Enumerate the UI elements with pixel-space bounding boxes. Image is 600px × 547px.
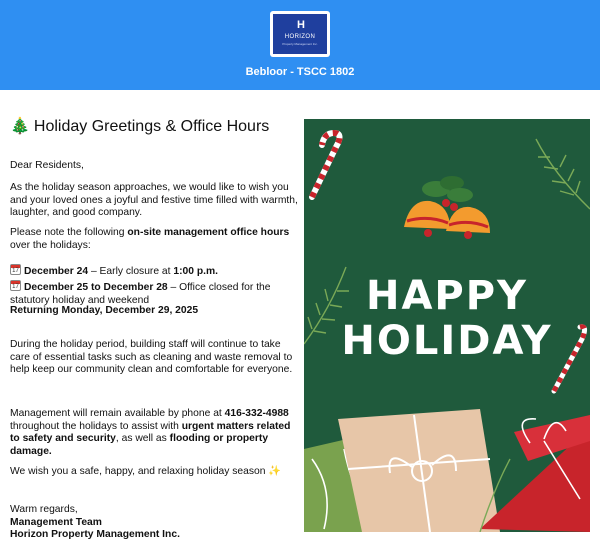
christmas-tree-icon: 🎄 <box>10 118 30 135</box>
email-heading <box>10 116 269 136</box>
item-time: 1:00 p.m. <box>173 266 219 277</box>
team-name: Management Team <box>10 516 102 528</box>
schedule-item-dec25 <box>10 280 298 307</box>
returning-text: Returning Monday, December 29, 2025 <box>10 305 199 316</box>
logo-panel <box>273 14 327 54</box>
heading-text: Holiday Greetings & Office Hours <box>33 118 270 135</box>
horizon-mark-icon: H <box>297 19 305 31</box>
returning-date <box>10 305 298 318</box>
mgmt-text: Management will remain available by phone at <box>10 408 225 419</box>
phone-number[interactable]: 416-332-4988 <box>224 408 289 419</box>
flooding-text: flooding or property damage. <box>10 433 269 457</box>
calendar-icon <box>10 280 21 291</box>
mgmt-text-mid: throughout the holidays to assist with <box>10 420 182 432</box>
logo-name: HORIZON <box>284 34 316 40</box>
calendar-icon <box>10 264 21 275</box>
item-text: – Early closure at <box>88 266 174 277</box>
item-date: December 24 <box>24 266 89 277</box>
item-date: December 25 to December 28 <box>24 282 168 293</box>
signature <box>10 504 298 542</box>
note-bold: on-site management office hours <box>127 227 290 238</box>
hours-note <box>10 227 298 252</box>
wish-text: We wish you a safe, happy, and relaxing holiday season <box>10 466 269 477</box>
wish-line <box>10 466 298 479</box>
item-text: – Office closed for the statutory holiday and weekend <box>10 282 271 306</box>
sign-off: Warm regards, <box>10 504 78 515</box>
gift-boxes-icon <box>304 409 590 532</box>
holiday-card-image <box>304 119 590 532</box>
holiday-card-art <box>304 119 590 532</box>
schedule-item-dec24 <box>10 264 298 279</box>
mgmt-and: , as well as <box>115 433 170 444</box>
company-logo[interactable] <box>270 11 330 57</box>
note-text: Please note the following <box>10 227 128 238</box>
during-paragraph: During the holiday period, building staff will continue to take care of essential tasks such as cleaning and waste removal to help keep our community clean and comfortable for everyone. <box>10 339 293 375</box>
management-paragraph <box>10 408 298 458</box>
card-line-holiday: HOLIDAY <box>341 318 553 364</box>
urgent-text: urgent matters related to safety and security <box>10 420 291 444</box>
building-title: Bebloor - TSCC 1802 <box>245 66 355 78</box>
card-line-happy: HAPPY <box>365 273 529 319</box>
header-banner <box>0 0 600 90</box>
greeting: Dear Residents, <box>10 160 84 171</box>
intro-paragraph: As the holiday season approaches, we would like to wish you and your loved ones a joyful and festive time filled with warmth, laughter, and good company. <box>10 182 298 218</box>
sparkles-icon: ✨ <box>268 466 282 477</box>
logo-subtitle: Property Management Inc. <box>282 42 318 46</box>
note-text-end: over the holidays: <box>10 239 91 251</box>
company-name: Horizon Property Management Inc. <box>10 529 180 540</box>
